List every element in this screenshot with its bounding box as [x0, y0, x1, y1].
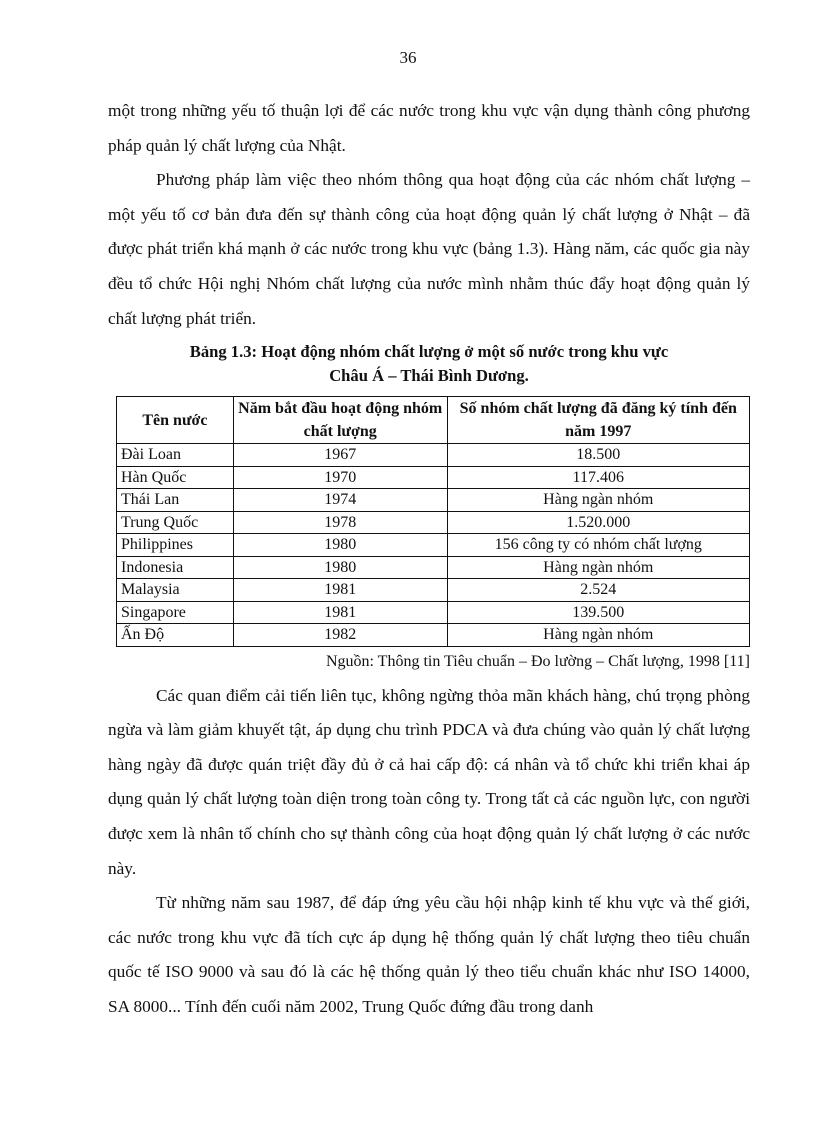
paragraph-quality-circles: Phương pháp làm việc theo nhóm thông qua hoạt động của các nhóm chất lượng – một yếu tố cơ bản đưa đến sự thành công của hoạt động quản lý chất lượng ở Nhật – đã được phát triển khá mạnh ở các nước trong khu vực (bảng 1.3). Hàng năm, các quốc gia này đều tổ chức Hội nghị Nhóm chất lượng của nước mình nhằm thúc đẩy hoạt động quản lý chất lượng phát triển. [108, 170, 750, 328]
cell-country: Singapore [117, 601, 234, 624]
page-number: 36 [399, 48, 417, 67]
paragraph-continuation: một trong những yếu tố thuận lợi để các nước trong khu vực vận dụng thành công phương pháp quản lý chất lượng của Nhật. [108, 101, 750, 155]
cell-country: Đài Loan [117, 444, 234, 467]
table-source: Nguồn: Thông tin Tiêu chuẩn – Đo lường – Chất lượng, 1998 [11] [325, 652, 750, 670]
cell-group-count: 156 công ty có nhóm chất lượng [447, 534, 749, 557]
table-row [117, 511, 750, 534]
cell-country: Ấn Độ [117, 624, 234, 647]
table-caption-line-1: Bảng 1.3: Hoạt động nhóm chất lượng ở một số nước trong khu vực [189, 342, 669, 362]
table-row [117, 534, 750, 557]
cell-country: Malaysia [117, 579, 234, 602]
table-row [117, 579, 750, 602]
cell-start-year: 1974 [233, 489, 447, 512]
header-country: Tên nước [117, 397, 234, 444]
cell-country: Thái Lan [117, 489, 234, 512]
cell-start-year: 1981 [233, 579, 447, 602]
header-group-count: Số nhóm chất lượng đã đăng ký tính đến năm 1997 [447, 397, 749, 444]
cell-group-count: Hàng ngàn nhóm [447, 489, 749, 512]
cell-country: Trung Quốc [117, 511, 234, 534]
cell-country: Hàn Quốc [117, 466, 234, 489]
table-row [117, 624, 750, 647]
cell-start-year: 1978 [233, 511, 447, 534]
cell-group-count: 117.406 [447, 466, 749, 489]
cell-country: Philippines [117, 534, 234, 557]
cell-group-count: 139.500 [447, 601, 749, 624]
cell-group-count: 2.524 [447, 579, 749, 602]
table-row [117, 466, 750, 489]
table-row [117, 444, 750, 467]
cell-group-count: 1.520.000 [447, 511, 749, 534]
cell-country: Indonesia [117, 556, 234, 579]
table-row [117, 601, 750, 624]
cell-start-year: 1982 [233, 624, 447, 647]
cell-start-year: 1981 [233, 601, 447, 624]
cell-group-count: Hàng ngàn nhóm [447, 624, 749, 647]
cell-group-count: 18.500 [447, 444, 749, 467]
table-caption-line-2: Châu Á – Thái Bình Dương. [329, 366, 529, 386]
table-row [117, 489, 750, 512]
table-header-row [117, 397, 750, 444]
cell-start-year: 1980 [233, 556, 447, 579]
paragraph-iso: Từ những năm sau 1987, để đáp ứng yêu cầu hội nhập kinh tế khu vực và thế giới, các nước trong khu vực đã tích cực áp dụng hệ thống quản lý chất lượng theo tiêu chuẩn quốc tế ISO 9000 và sau đó là các hệ thống quản lý theo tiểu chuẩn khác như ISO 14000, SA 8000... Tính đến cuối năm 2002, Trung Quốc đứng đầu trong danh [108, 893, 750, 1016]
document-body [108, 94, 750, 1025]
cell-start-year: 1970 [233, 466, 447, 489]
table-caption [108, 340, 750, 388]
cell-start-year: 1967 [233, 444, 447, 467]
paragraph-improvement: Các quan điểm cải tiến liên tục, không ngừng thỏa mãn khách hàng, chú trọng phòng ngừa và làm giảm khuyết tật, áp dụng chu trình PDCA và đưa chúng vào quản lý chất lượng hàng ngày đã được quán triệt đầy đủ ở cả hai cấp độ: cá nhân và tổ chức khi triển khai áp dụng quản lý chất lượng toàn diện trong toàn công ty. Trong tất cả các nguồn lực, con người được xem là nhân tố chính cho sự thành công của hoạt động quản lý chất lượng ở các nước này. [108, 685, 750, 878]
cell-group-count: Hàng ngàn nhóm [447, 556, 749, 579]
cell-start-year: 1980 [233, 534, 447, 557]
quality-circles-table [116, 396, 750, 647]
header-start-year: Năm bắt đầu hoạt động nhóm chất lượng [233, 397, 447, 444]
table-row [117, 556, 750, 579]
